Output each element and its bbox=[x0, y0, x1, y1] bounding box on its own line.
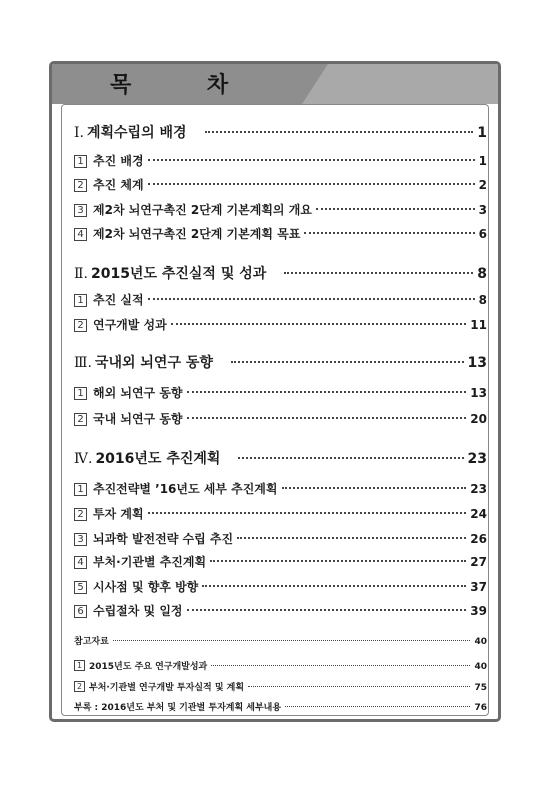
toc-entry[interactable] bbox=[74, 578, 487, 595]
toc-section-number: 2 bbox=[74, 508, 87, 521]
toc-entry-title: 추진 배경 bbox=[93, 154, 144, 168]
toc-section-number: 1 bbox=[74, 483, 87, 496]
toc-entry-label bbox=[74, 122, 187, 142]
toc-page-number: 39 bbox=[470, 604, 487, 618]
toc-leader-dots bbox=[148, 159, 475, 161]
toc-leader-dots bbox=[187, 391, 467, 393]
toc-entry-label bbox=[74, 505, 144, 522]
toc-page-number: 76 bbox=[474, 703, 487, 713]
toc-entry[interactable] bbox=[74, 505, 487, 522]
toc-entry[interactable] bbox=[74, 659, 487, 672]
toc-entry-label bbox=[74, 410, 183, 427]
toc-page-number: 11 bbox=[470, 318, 487, 332]
toc-chapter-number: Ⅳ. bbox=[74, 451, 93, 467]
toc-leader-dots bbox=[211, 665, 470, 666]
toc-section-number: 1 bbox=[74, 294, 87, 307]
toc-section-number: 1 bbox=[74, 387, 87, 400]
toc-section-number: 3 bbox=[74, 204, 87, 217]
toc-leader-dots bbox=[284, 272, 473, 274]
toc-page-number: 8 bbox=[477, 266, 487, 282]
toc-entry-title: 제2차 뇌연구촉진 2단계 기본계획 목표 bbox=[93, 227, 301, 241]
toc-entry-label bbox=[74, 553, 206, 570]
toc-page-number: 23 bbox=[470, 482, 487, 496]
toc-entry[interactable] bbox=[74, 225, 487, 242]
toc-chapter-number: Ⅱ. bbox=[74, 266, 88, 282]
toc-entry-label bbox=[74, 152, 144, 169]
toc-entry[interactable] bbox=[74, 263, 487, 283]
toc-entry[interactable] bbox=[74, 700, 487, 713]
toc-entry-title: 2015년도 추진실적 및 성과 bbox=[90, 266, 267, 282]
toc-entry-label bbox=[74, 480, 278, 497]
toc-entry-title: 시사점 및 향후 방향 bbox=[93, 580, 199, 594]
toc-entry-title: 2016년도 추진계획 bbox=[95, 451, 221, 467]
toc-entry[interactable] bbox=[74, 352, 487, 372]
toc-entry[interactable] bbox=[74, 480, 487, 497]
toc-page-number: 37 bbox=[470, 580, 487, 594]
toc-leader-dots bbox=[316, 208, 475, 210]
toc-leader-dots bbox=[113, 640, 471, 641]
toc-entry-title: 계획수립의 배경 bbox=[86, 125, 187, 141]
toc-leader-dots bbox=[187, 417, 467, 419]
toc-leader-dots bbox=[202, 585, 466, 587]
toc-leader-dots bbox=[210, 560, 466, 562]
toc-leader-dots bbox=[231, 361, 464, 363]
toc-entry-label bbox=[74, 634, 109, 647]
toc-entry-label bbox=[74, 659, 207, 672]
toc-section-number: 5 bbox=[74, 581, 87, 594]
toc-leader-dots bbox=[285, 706, 470, 707]
toc-entry[interactable] bbox=[74, 291, 487, 308]
toc-entry-title: 해외 뇌연구 동향 bbox=[93, 386, 183, 400]
toc-entry-label bbox=[74, 448, 220, 468]
toc-entry[interactable] bbox=[74, 530, 487, 547]
toc-entry-title: 국내 뇌연구 동향 bbox=[93, 412, 183, 426]
toc-entry[interactable] bbox=[74, 553, 487, 570]
toc-entry-label bbox=[74, 578, 198, 595]
toc-entry[interactable] bbox=[74, 201, 487, 218]
toc-page-number: 1 bbox=[477, 125, 487, 141]
toc-leader-dots bbox=[205, 131, 474, 133]
toc-page-number: 3 bbox=[478, 203, 487, 217]
toc-entry-title: 2015년도 주요 연구개발성과 bbox=[89, 662, 208, 672]
table-of-contents bbox=[74, 0, 487, 800]
toc-leader-dots bbox=[148, 298, 475, 300]
toc-chapter-number: Ⅰ. bbox=[74, 125, 84, 141]
toc-leader-dots bbox=[304, 232, 474, 234]
toc-entry-title: 국내외 뇌연구 동향 bbox=[94, 355, 213, 371]
toc-entry[interactable] bbox=[74, 316, 487, 333]
toc-entry-title: 참고자료 bbox=[74, 637, 109, 647]
toc-section-number: 2 bbox=[74, 179, 87, 192]
toc-page-number: 8 bbox=[478, 293, 487, 307]
toc-entry-label bbox=[74, 352, 213, 372]
toc-leader-dots bbox=[237, 537, 466, 539]
toc-entry[interactable] bbox=[74, 680, 487, 693]
toc-entry-title: 제2차 뇌연구촉진 2단계 기본계획의 개요 bbox=[93, 203, 312, 217]
toc-page-number: 13 bbox=[470, 386, 487, 400]
toc-entry[interactable] bbox=[74, 122, 487, 142]
toc-page-number: 27 bbox=[470, 555, 487, 569]
toc-entry-label bbox=[74, 602, 183, 619]
toc-page-number: 6 bbox=[478, 227, 487, 241]
toc-page-number: 1 bbox=[478, 154, 487, 168]
toc-entry[interactable] bbox=[74, 176, 487, 193]
toc-section-number: 3 bbox=[74, 533, 87, 546]
toc-entry[interactable] bbox=[74, 602, 487, 619]
toc-page-number: 20 bbox=[470, 412, 487, 426]
toc-entry-label bbox=[74, 316, 167, 333]
toc-entry-label bbox=[74, 201, 312, 218]
toc-entry-title: 추진 체계 bbox=[93, 178, 144, 192]
toc-entry[interactable] bbox=[74, 634, 487, 647]
toc-section-number: 1 bbox=[74, 155, 87, 168]
toc-leader-dots bbox=[238, 457, 463, 459]
toc-page-number: 24 bbox=[470, 507, 487, 521]
toc-entry[interactable] bbox=[74, 384, 487, 401]
toc-leader-dots bbox=[248, 686, 470, 687]
toc-entry[interactable] bbox=[74, 448, 487, 468]
toc-entry-title: 추진 실적 bbox=[93, 293, 144, 307]
toc-leader-dots bbox=[187, 609, 467, 611]
toc-section-number: 4 bbox=[74, 228, 87, 241]
toc-section-number: 1 bbox=[74, 660, 85, 671]
page-title: 목 차 bbox=[110, 73, 263, 98]
toc-entry-title: 부처·기관별 추진계획 bbox=[93, 555, 207, 569]
toc-page-number: 26 bbox=[470, 532, 487, 546]
toc-page-number: 13 bbox=[467, 355, 487, 371]
toc-section-number: 4 bbox=[74, 556, 87, 569]
toc-entry-label bbox=[74, 225, 300, 242]
toc-section-number: 6 bbox=[74, 605, 87, 618]
toc-entry-title: 부처·기관별 연구개발 투자실적 및 계획 bbox=[89, 683, 245, 693]
toc-section-number: 2 bbox=[74, 319, 87, 332]
toc-entry-title: 투자 계획 bbox=[93, 507, 144, 521]
toc-leader-dots bbox=[148, 512, 467, 514]
toc-entry-title: 부록 : 2016년도 부처 및 기관별 투자계획 세부내용 bbox=[74, 703, 282, 713]
toc-page-number: 75 bbox=[474, 683, 487, 693]
toc-entry-title: 뇌과학 발전전략 수립 추진 bbox=[93, 532, 234, 546]
toc-chapter-number: Ⅲ. bbox=[74, 355, 92, 371]
toc-page-number: 40 bbox=[474, 637, 487, 647]
toc-page-number: 40 bbox=[474, 662, 487, 672]
toc-entry-label bbox=[74, 176, 144, 193]
toc-entry[interactable] bbox=[74, 152, 487, 169]
toc-section-number: 2 bbox=[74, 413, 87, 426]
toc-entry-title: 추진전략별 ’16년도 세부 추진계획 bbox=[93, 482, 278, 496]
toc-entry-label bbox=[74, 291, 144, 308]
toc-entry-title: 연구개발 성과 bbox=[93, 318, 167, 332]
toc-leader-dots bbox=[282, 487, 467, 489]
toc-entry-label bbox=[74, 680, 244, 693]
toc-leader-dots bbox=[148, 183, 475, 185]
toc-entry-label bbox=[74, 263, 266, 283]
toc-entry-label bbox=[74, 530, 233, 547]
toc-entry-label bbox=[74, 384, 183, 401]
toc-page-number: 23 bbox=[467, 451, 487, 467]
toc-page-number: 2 bbox=[478, 178, 487, 192]
toc-entry-title: 수립절차 및 일정 bbox=[93, 604, 183, 618]
toc-section-number: 2 bbox=[74, 681, 85, 692]
toc-entry[interactable] bbox=[74, 410, 487, 427]
toc-entry-label bbox=[74, 700, 281, 713]
toc-leader-dots bbox=[171, 323, 467, 325]
